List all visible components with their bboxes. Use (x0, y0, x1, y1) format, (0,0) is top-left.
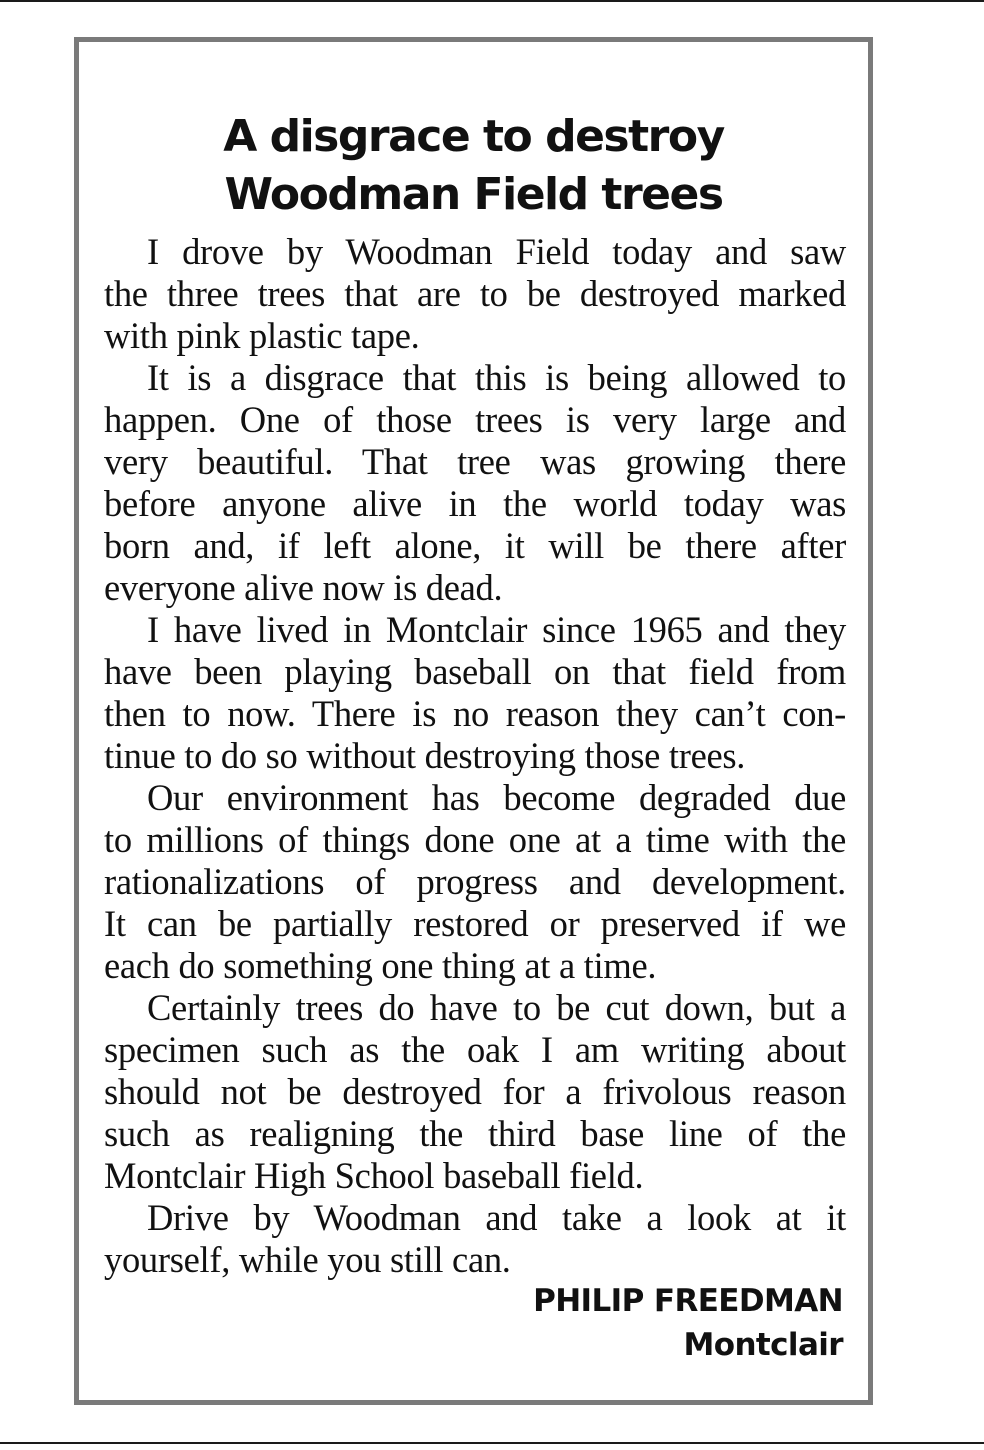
paragraph-line: Certainly trees do have to be cut down, but a (147, 987, 846, 1028)
paragraph-line: rationalizations of progress and development. (104, 861, 846, 902)
paragraph-line: then to now. There is no reason they can’t con- (104, 693, 846, 734)
paragraph-line: have been playing baseball on that field from (104, 651, 846, 692)
paragraph-line: very beautiful. That tree was growing there (104, 441, 846, 482)
paragraph-line: It is a disgrace that this is being allowed to (147, 357, 846, 398)
paragraph-line: such as realigning the third base line of the (104, 1113, 846, 1154)
bottom-rule (0, 1442, 984, 1444)
author-location: Montclair (683, 1327, 843, 1363)
letter-headline (79, 108, 868, 224)
paragraph-line: I have lived in Montclair since 1965 and they (147, 609, 846, 650)
paragraph-line: Drive by Woodman and take a look at it (147, 1197, 846, 1238)
author-name: PHILIP FREEDMAN (533, 1283, 843, 1319)
paragraph-line: everyone alive now is dead. (104, 567, 503, 608)
letter-body (104, 231, 846, 1281)
top-rule (0, 0, 984, 2)
letter-paragraph (104, 987, 846, 1197)
letter-signature (533, 1279, 843, 1367)
paragraph-line: happen. One of those trees is very large and (104, 399, 846, 440)
letter-paragraph (104, 609, 846, 777)
paragraph-line: born and, if left alone, it will be there after (104, 525, 846, 566)
letter-paragraph (104, 777, 846, 987)
paragraph-line: Our environment has become degraded due (147, 777, 846, 818)
paragraph-line: Montclair High School baseball field. (104, 1155, 644, 1196)
paragraph-line: the three trees that are to be destroyed marked (104, 273, 846, 314)
paragraph-line: should not be destroyed for a frivolous reason (104, 1071, 846, 1112)
letter-paragraph (104, 357, 846, 609)
letter-clipping (74, 37, 873, 1405)
paragraph-line: to millions of things done one at a time with the (104, 819, 846, 860)
paragraph-line: I drove by Woodman Field today and saw (147, 231, 846, 272)
headline-line: A disgrace to destroy (223, 111, 724, 162)
headline-line: Woodman Field trees (224, 169, 723, 220)
paragraph-line: specimen such as the oak I am writing about (104, 1029, 846, 1070)
paragraph-line: before anyone alive in the world today was (104, 483, 846, 524)
paragraph-line: yourself, while you still can. (104, 1239, 511, 1280)
paragraph-line: each do something one thing at a time. (104, 945, 657, 986)
paragraph-line: It can be partially restored or preserved if we (104, 903, 846, 944)
letter-paragraph (104, 1197, 846, 1281)
paragraph-line: with pink plastic tape. (104, 315, 420, 356)
letter-paragraph (104, 231, 846, 357)
paragraph-line: tinue to do so without destroying those trees. (104, 735, 746, 776)
